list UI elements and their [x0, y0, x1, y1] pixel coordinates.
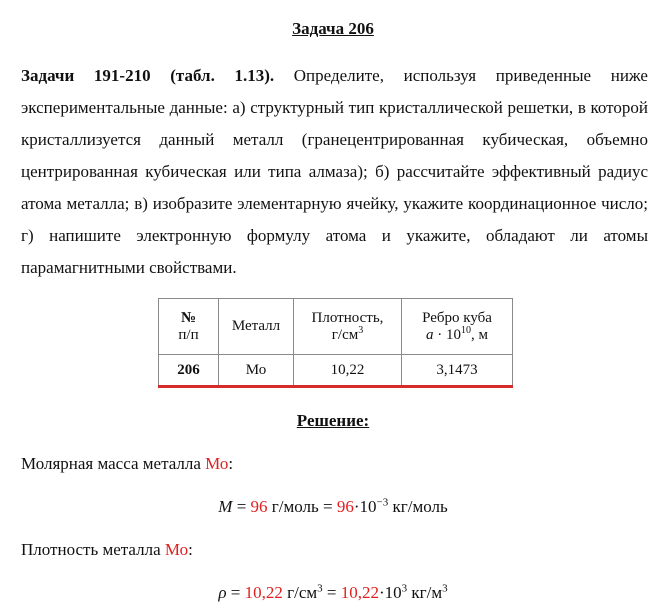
- density-label: Плотность металла Мо:: [21, 540, 193, 559]
- task-title: Задача 206: [292, 19, 374, 38]
- table-row: [159, 355, 513, 387]
- cell-edge: 3,1473: [402, 355, 513, 387]
- cell-metal: Мо: [219, 355, 294, 387]
- header-density: Плотность, $г/см^3$: [294, 299, 402, 355]
- molar-mass-label: Молярная масса металла Мо:: [21, 454, 234, 473]
- molar-mass-formula: M = 96 г/моль = $96\cdot 10^{-3}$ кг/моль: [218, 496, 448, 516]
- cell-number: 206: [159, 355, 219, 387]
- header-cube-edge: Ребро куба $a \cdot 10^{10}$, м: [402, 299, 513, 355]
- data-table: [158, 298, 513, 388]
- table-header-row: [159, 299, 513, 355]
- density-formula: ρ = 10,22 $г/см^3 = 10,22\cdot 10^3$ $кг/м^3$: [218, 582, 448, 602]
- task-statement: [21, 60, 648, 284]
- header-number: № п/п: [159, 299, 219, 355]
- task-lead: Задачи 191-210 (табл. 1.13).: [21, 66, 275, 85]
- task-body: Определите, используя приведенные ниже экспериментальные данные: а) структурный тип кристаллической решетки, в которой кристаллизуется данный металл (гранецентрированная кубическая, объемно центрированная кубическая или типа алмаза); б) рассчитайте эффективный радиус атома металла; в) изобразите элементарную ячейку, укажите координационное число; г) напишите электронную формулу атома и укажите, обладают ли атомы парамагнитными свойствами.: [21, 66, 648, 277]
- header-metal: Металл: [219, 299, 294, 355]
- solution-heading: Решение:: [296, 411, 370, 430]
- cell-density: 10,22: [294, 355, 402, 387]
